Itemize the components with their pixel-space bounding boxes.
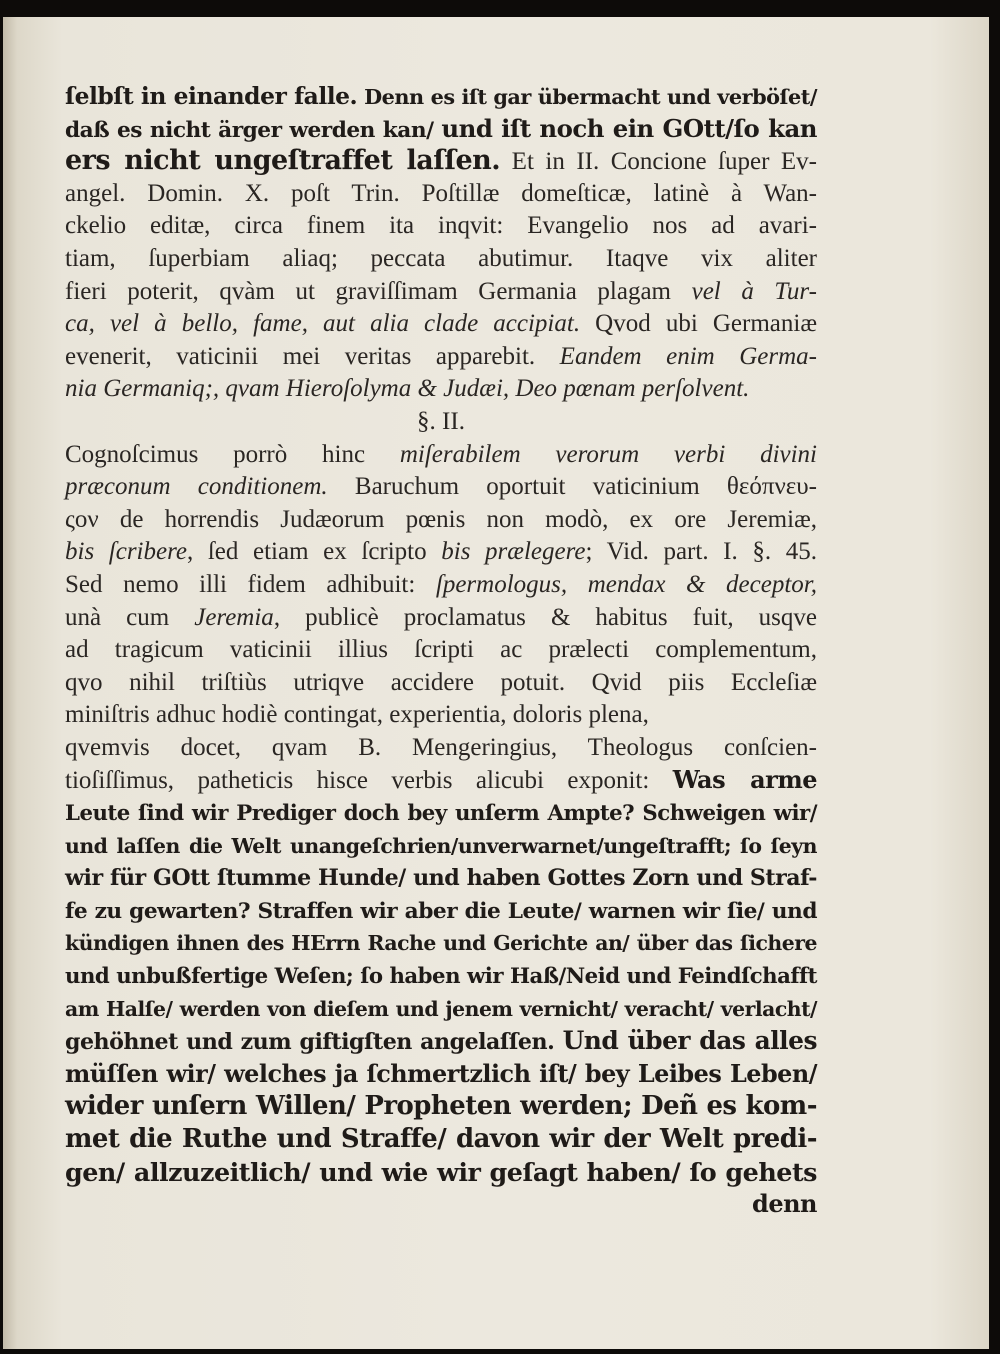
text-line [65,634,817,667]
text-line [65,1156,817,1189]
text-line [65,667,817,700]
text-line [65,243,817,276]
text-run: Qvod ubi Germaniæ [580,310,817,338]
text-run: Denn es iſt gar übermacht und verböſet/ [357,84,817,109]
text-run: wir für GOtt ſtumme Hunde/ und haben Gottes Zorn und Straf- [65,865,817,892]
text-run: nia Germaniq;, qvam Hieroſolyma & Judæi, Deo pœnam perſolvent. [65,375,750,403]
text-line [65,699,817,732]
text-line [65,1090,817,1123]
text-run: fe zu gewarten? Straffen wir aber die Leute/ warnen wir ſie/ und [65,898,817,924]
text-run: ad tragicum vaticinii illius ſcripti ac prælecti complementum, [65,636,817,664]
text-run: am Halſe/ werden von dieſem und jenem vernicht/ veracht/ verlacht/ [65,996,817,1021]
text-run: unà cum [65,603,195,631]
text-line [65,797,817,830]
text-line [65,504,817,537]
text-run: gehöhnet und zum giftigſten angelaſſen. [65,1029,563,1056]
text-run: , publicè proclamatus & habitus fuit, usqve [273,603,818,631]
text-run: Leute ſind wir Prediger doch bey unſerm Ampte? Schweigen wir/ [65,801,817,827]
text-run: tiam, ſuperbiam aliaq; peccata abutimur. Itaqve vix aliter [65,244,817,272]
text-run: met die Ruthe und Straffe/ davon wir der Welt predi- [65,1124,817,1154]
text-run: Et in II. Concione ſuper Ev- [500,148,817,176]
text-run: und laſſen die Welt unangeſchrien/unverwarnet/ungeſtrafft; ſo ſeyn [65,833,817,858]
book-page [3,17,989,1349]
text-run: qvemvis docet, qvam B. Mengeringius, Theologus conſcien- [65,733,817,761]
text-run: ſelbſt in einander falle. [65,82,358,110]
text-line [65,308,817,341]
text-line [65,960,817,993]
text-line [65,113,817,146]
text-line [65,210,817,243]
text-run: §. II. [417,407,465,435]
text-line [65,1188,817,1221]
text-run: Jeremia [194,603,274,631]
text-line [65,569,817,602]
text-run: kündigen ihnen des HErrn Rache und Gerichte an/ über das ſichere [65,931,817,956]
text-line [65,862,817,895]
text-run: fieri poterit, qvàm ut graviſſimam Germania plagam [65,277,692,305]
text-line [65,471,817,504]
text-run: ſpermologus, mendax & deceptor, [435,570,817,598]
text-run: Cognoſcimus porrò hinc [65,440,400,468]
text-run: ; Vid. part. I. §. 45. [585,538,817,566]
text-run: Eandem enim Germa- [559,342,817,370]
text-run: ca, vel à bello, fame, aut alia clade accipiat. [65,310,581,338]
text-line [65,373,817,406]
text-run: bis prælegere [441,538,586,566]
page-edge-shadow [3,17,17,1349]
text-line [65,178,817,211]
text-run: bis ſcribere [65,538,187,566]
text-run: evenerit, vaticinii mei veritas apparebit. [65,342,560,370]
text-line [65,80,817,113]
text-run: Und über das alles [562,1026,817,1056]
text-run: qvo nihil triſtiùs utriqve accidere potuit. Qvid piis Eccleſiæ [65,668,817,696]
text-run: gen/ allzuzeitlich/ und wie wir geſagt haben/ ſo gehets [65,1156,817,1187]
text-line [65,830,817,863]
text-line [65,764,817,797]
text-run: ckelio editæ, circa finem ita inqvit: Evangelio nos ad avari- [65,212,817,240]
text-line [65,895,817,928]
text-run: Baruchum oportuit vaticinium θεόπνευ- [327,473,818,501]
text-run: wider unſern Willen/ Propheten werden; Deñ es kom- [65,1091,817,1122]
text-run: , ſed etiam ex ſcripto [187,538,442,566]
text-run: miniſtris adhuc hodiè contingat, experientia, doloris plena, [65,701,649,729]
text-line [65,602,817,635]
text-run: Sed nemo illi fidem adhibuit: [65,570,436,598]
text-line [65,993,817,1026]
text-line [65,1123,817,1156]
text-run: angel. Domin. X. poſt Trin. Poſtillæ domeſticæ, latinè à Wan- [65,179,817,207]
text-run: miſerabilem verorum verbi divini [399,440,818,468]
text-line [65,927,817,960]
text-line [65,1058,817,1091]
text-run: ςον de horrendis Judæorum pœnis non modò, ex ore Jeremiæ, [65,505,817,533]
text-run: und unbußfertige Weſen; ſo haben wir Haß/Neid und Feindſchafft [65,964,817,990]
text-run: denn [752,1189,817,1219]
page-text-block [65,80,817,1221]
text-line [65,536,817,569]
text-run: daß es nicht ärger werden kan/ [65,117,442,143]
text-line [65,406,817,439]
text-run: tioſiſſimus, patheticis hisce verbis alicubi exponit: [65,767,673,795]
text-line [65,276,817,309]
text-line [65,145,817,178]
text-line [65,341,817,374]
text-run: und iſt noch ein GOtt/ſo kan [441,113,818,143]
text-run: Was arme [672,765,817,795]
text-line [65,732,817,765]
text-run: præconum conditionem. [65,473,328,501]
text-line [65,439,817,472]
text-line [65,1025,817,1058]
text-run: vel à Tur- [691,277,817,305]
text-run: müſſen wir/ welches ja ſchmertzlich iſt/ bey Leibes Leben/ [65,1059,817,1088]
text-run: ers nicht ungeſtraffet laſſen. [65,145,501,177]
